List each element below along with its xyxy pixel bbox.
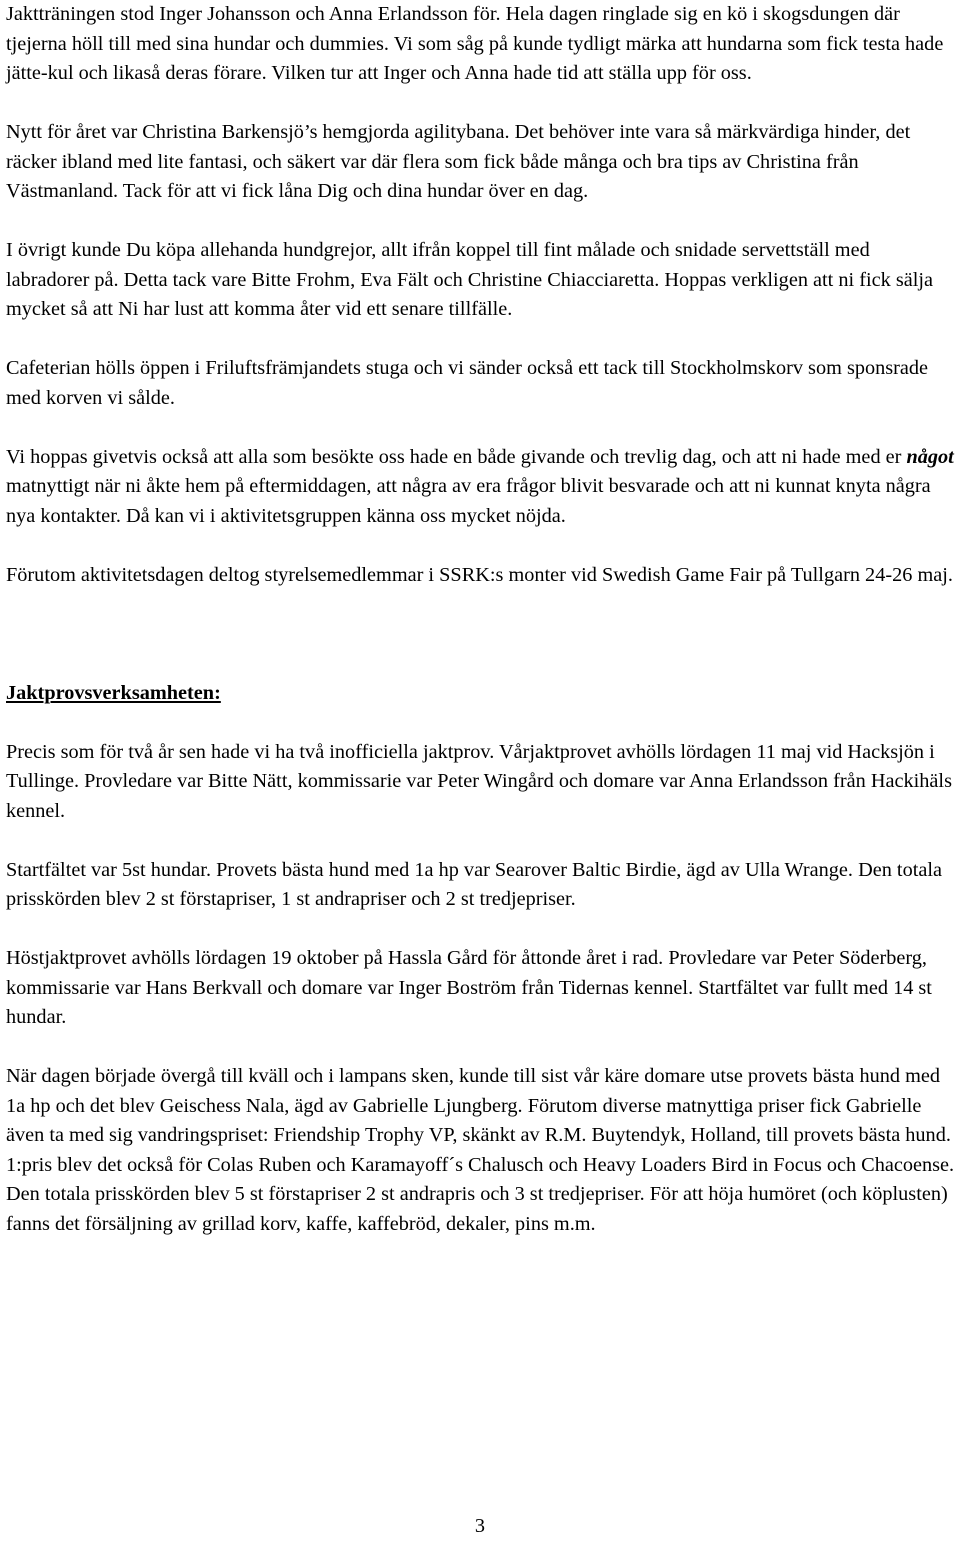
paragraph-agilitybana: Nytt för året var Christina Barkensjö’s hemgjorda agilitybana. Det behöver inte vara så märkvärdiga hinder, det räcker ibland med lite fantasi, och säkert var där flera som fick både många och bra tips av Christina från Västmanland. Tack för att vi fick låna Dig och dina hundar över en dag. xyxy=(6,121,911,202)
paragraph-varjaktprov: Precis som för två år sen hade vi ha två inofficiella jaktprov. Vårjaktprovet avhölls lördagen 11 maj vid Hacksjön i Tullinge. Provledare var Bitte Nätt, kommissarie var Peter Wingård och domare var Anna Erlandsson från Hackihäls kennel. xyxy=(6,740,952,822)
paragraph-startfaltet: Startfältet var 5st hundar. Provets bästa hund med 1a hp var Searover Baltic Birdie, ägd av Ulla Wrange. Den totala prisskörden blev 2 st förstapriser, 1 st andrapriser och 2 st tredjepriser. xyxy=(6,858,942,910)
section-heading: Jaktprovsverksamheten: xyxy=(6,681,221,704)
paragraph-gap xyxy=(6,89,956,119)
paragraph-gap xyxy=(6,826,956,856)
page-number: 3 xyxy=(474,1515,486,1537)
paragraph-gap xyxy=(6,590,956,620)
paragraph-text: Vi hoppas givetvis också att alla som besökte oss hade en både givande och trevlig dag, och att ni hade med er xyxy=(6,445,907,468)
emphasized-word: något xyxy=(906,445,954,468)
document-page xyxy=(6,0,956,1239)
paragraph-game-fair: Förutom aktivitetsdagen deltog styrelsemedlemmar i SSRK:s monter vid Swedish Game Fair på Tullgarn 24-26 maj. xyxy=(6,563,953,586)
paragraph-besokare xyxy=(6,443,956,532)
paragraph-gap xyxy=(6,708,956,738)
paragraph-jakttraning: Jaktträningen stod Inger Johansson och Anna Erlandsson för. Hela dagen ringlade sig en kö i skogsdungen där tjejerna höll till med sina hundar och dummies. Vi som såg på kunde tydligt märka att hundarna som fick testa hade jätte-kul och likaså deras förare. Vilken tur att Inger och Anna hade tid att ställa upp för oss. xyxy=(6,3,944,84)
paragraph-hundgrejor: I övrigt kunde Du köpa allehanda hundgrejor, allt ifrån koppel till fint målade och snidade servettställ med labradorer på. Detta tack vare Bitte Frohm, Eva Fält och Christine Chiacciaretta. Hoppas verkligen att ni fick sälja mycket så att Ni har lust att komma åter vid ett senare tillfälle. xyxy=(6,239,933,320)
paragraph-gap xyxy=(6,915,956,945)
paragraph-gap xyxy=(6,620,956,650)
paragraph-hostjaktprov: Höstjaktprovet avhölls lördagen 19 oktober på Hassla Gård för åttonde året i rad. Provledare var Peter Söderberg, kommissarie var Hans Berkvall och domare var Inger Boström från Tidernas kennel. Startfältet var fullt med 14 st hundar. xyxy=(6,947,932,1028)
paragraph-resultat: När dagen började övergå till kväll och i lampans sken, kunde till sist vår käre domare utse provets bästa hund med 1a hp och det blev Geischess Nala, ägd av Gabrielle Ljungberg. Förutom diverse matnyttiga priser fick Gabrielle även ta med sig vandringspriset: Friendship Trophy VP, skänkt av R.M. Buytendyk, Holland, till provets bästa hund. 1:pris blev det också för Colas Ruben och Karamayoff´s Chalusch och Heavy Loaders Bird in Focus och Chacoense. Den totala prisskörden blev 5 st förstapriser 2 st andrapris och 3 st tredjepriser. För att höja humöret (och köplusten) fanns det försäljning av grillad korv, kaffe, kaffebröd, dekaler, pins m.m. xyxy=(6,1065,955,1235)
paragraph-gap xyxy=(6,649,956,679)
paragraph-text: matnyttigt när ni åkte hem på eftermiddagen, att några av era frågor blivit besvarade och att ni kunnat knyta några nya kontakter. Då kan vi i aktivitetsgruppen känna oss mycket nöjda. xyxy=(6,475,931,527)
paragraph-cafeterian: Cafeterian hölls öppen i Friluftsfrämjandets stuga och vi sänder också ett tack till Stockholmskorv som sponsrade med korven vi sålde. xyxy=(6,357,929,409)
paragraph-gap xyxy=(6,531,956,561)
paragraph-gap xyxy=(6,207,956,237)
paragraph-gap xyxy=(6,413,956,443)
paragraph-gap xyxy=(6,325,956,355)
paragraph-gap xyxy=(6,1033,956,1063)
